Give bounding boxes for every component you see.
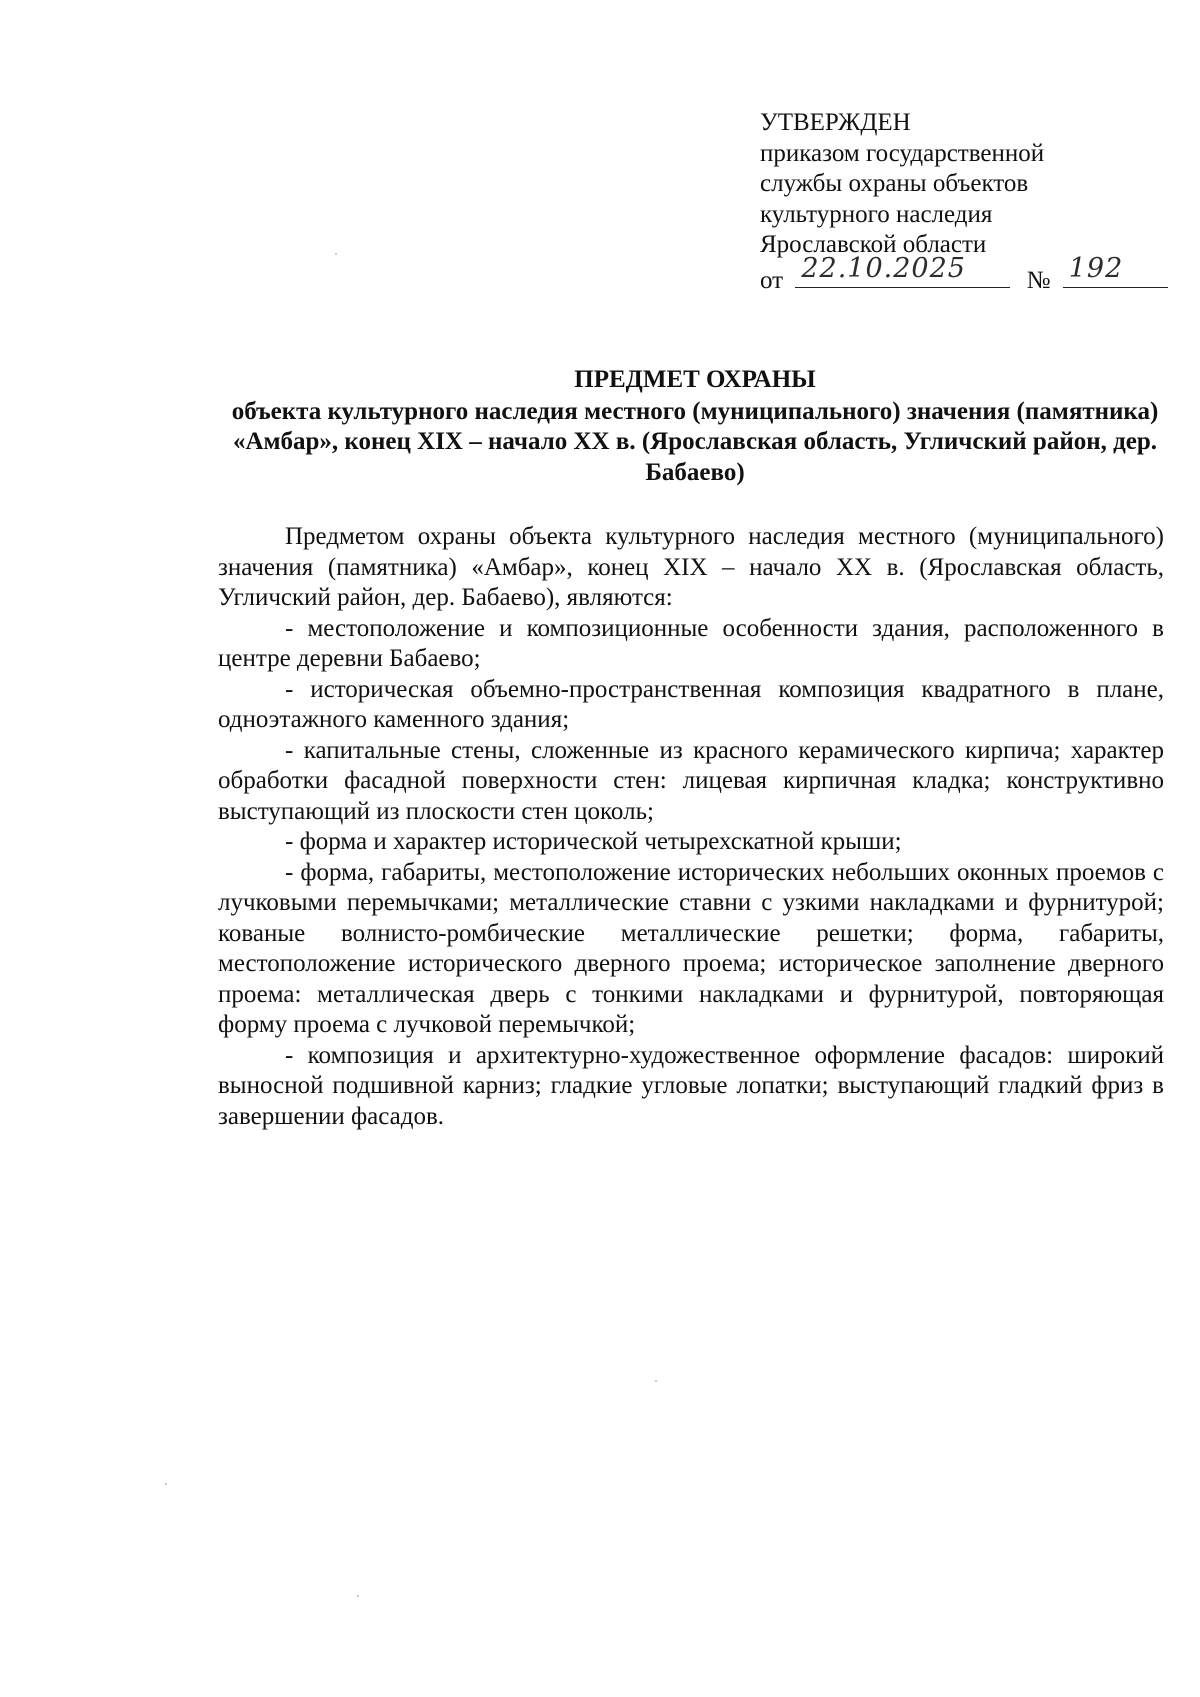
list-item: - форма, габариты, местоположение исторических небольших оконных проемов с лучковыми перемычками; металлические ставни с узкими накладками и фурнитурой; кованые волнисто-ромбические металлические решетки; форма, габариты, местоположение исторического дверного проема; историческое заполнение дверного проема: металлическая дверь с тонкими накладками и фурнитурой, повторяющая форму проема с лучковой перемычкой; <box>218 858 1164 1038</box>
approval-line: культурного наследия <box>760 200 993 228</box>
approval-line: приказом государственной <box>760 139 1045 167</box>
document-body <box>218 522 1164 1132</box>
list-item: - форма и характер исторической четырехскатной крыши; <box>285 828 902 855</box>
list-item: - историческая объемно-пространственная композиция квадратного в плане, одноэтажного каменного здания; <box>218 675 1164 733</box>
approval-line: Ярославской области <box>760 231 987 258</box>
scan-speck <box>655 1380 657 1382</box>
scan-speck <box>165 1483 167 1485</box>
date-prefix: от <box>760 266 784 294</box>
list-item: - капитальные стены, сложенные из красного керамического кирпича; характер обработки фасадной поверхности стен: лицевая кирпичная кладка; конструктивно выступающий из плоскости стен цоколь; <box>218 736 1164 825</box>
handwritten-number: 192 <box>1068 253 1124 284</box>
approval-line: службы охраны объектов <box>760 170 1029 197</box>
intro-paragraph: Предметом охраны объекта культурного наследия местного (муниципального) значения (памятника) «Амбар», конец XIX – начало XX в. (Ярославская область, Угличский район, дер. Бабаево), являются: <box>218 523 1164 611</box>
scan-speck <box>335 253 337 255</box>
handwritten-date: 22.10.2025 <box>801 253 966 284</box>
page-title: ПРЕДМЕТ ОХРАНЫ <box>574 366 816 393</box>
number-label: № <box>1026 266 1051 294</box>
page-subtitle: объекта культурного наследия местного (муниципального) значения (памятника) «Амбар», конец XIX – начало XX в. (Ярославская область, Угличский район, дер. Бабаево) <box>231 397 1159 486</box>
date-line <box>795 253 1010 288</box>
scan-speck <box>357 1595 359 1597</box>
number-line <box>1063 253 1168 288</box>
approval-stamp <box>760 108 1168 296</box>
document-title <box>200 365 1190 488</box>
list-item: - местоположение и композиционные особенности здания, расположенного в центре деревни Бабаево; <box>218 614 1164 672</box>
approval-date-row <box>760 253 1168 297</box>
approval-heading: УТВЕРЖДЕН <box>760 109 911 136</box>
list-item: - композиция и архитектурно-художественное оформление фасадов: широкий выносной подшивной карниз; гладкие угловые лопатки; выступающий гладкий фриз в завершении фасадов. <box>218 1041 1164 1130</box>
